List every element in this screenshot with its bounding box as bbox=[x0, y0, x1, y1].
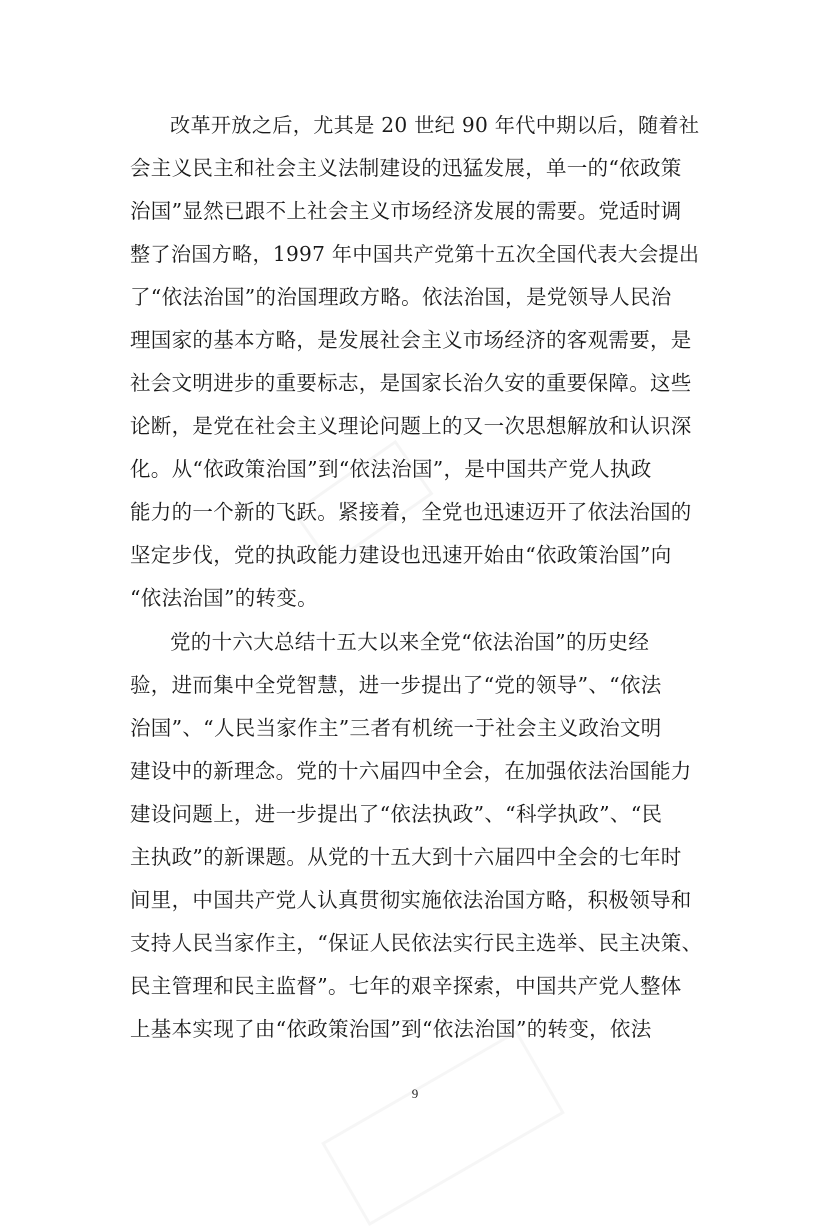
text-line: 治国”显然已跟不上社会主义市场经济发展的需要。党适时调 bbox=[130, 199, 682, 223]
text-line: 间里，中国共产党人认真贯彻实施依法治国方略，积极领导和 bbox=[130, 888, 692, 912]
text-line: 能力的一个新的飞跃。紧接着，全党也迅速迈开了依法治国的 bbox=[130, 500, 692, 524]
text-line: 建设问题上，进一步提出了“依法执政”、“科学执政”、“民 bbox=[130, 802, 663, 826]
text-line: 论断，是党在社会主义理论问题上的又一次思想解放和认识深 bbox=[130, 414, 692, 438]
text-line: 改革开放之后，尤其是 20 世纪 90 年代中期以后，随着社 bbox=[170, 113, 700, 137]
text-line: 党的十六大总结十五大以来全党“依法治国”的历史经 bbox=[170, 630, 650, 654]
text-line: 主执政”的新课题。从党的十五大到十六届四中全会的七年时 bbox=[130, 845, 682, 869]
text-line: 建设中的新理念。党的十六届四中全会，在加强依法治国能力 bbox=[130, 759, 692, 783]
text-line: 坚定步伐，党的执政能力建设也迅速开始由“依政策治国”向 bbox=[130, 543, 672, 567]
text-line: 上基本实现了由“依政策治国”到“依法治国”的转变，依法 bbox=[130, 1017, 652, 1041]
text-line: 社会文明进步的重要标志，是国家长治久安的重要保障。这些 bbox=[130, 371, 692, 395]
text-line: 理国家的基本方略，是发展社会主义市场经济的客观需要，是 bbox=[130, 328, 692, 352]
text-line: 了“依法治国”的治国理政方略。依法治国，是党领导人民治 bbox=[130, 285, 672, 309]
page-number: 9 bbox=[411, 1086, 419, 1101]
text-line: 化。从“依政策治国”到“依法治国”，是中国共产党人执政 bbox=[130, 457, 652, 481]
text-line: 验，进而集中全党智慧，进一步提出了“党的领导”、“依法 bbox=[130, 673, 662, 697]
text-line: 治国”、“人民当家作主”三者有机统一于社会主义政治文明 bbox=[130, 716, 662, 740]
text-line: 支持人民当家作主，“保证人民依法实行民主选举、民主决策、 bbox=[130, 931, 703, 955]
text-line: 整了治国方略，1997 年中国共产党第十五次全国代表大会提出 bbox=[130, 242, 700, 266]
text-line: 民主管理和民主监督”。七年的艰辛探索，中国共产党人整体 bbox=[130, 974, 682, 998]
text-line: “依法治国”的转变。 bbox=[130, 586, 318, 610]
text-line: 会主义民主和社会主义法制建设的迅猛发展，单一的“依政策 bbox=[130, 156, 682, 180]
watermark bbox=[321, 1030, 565, 1226]
